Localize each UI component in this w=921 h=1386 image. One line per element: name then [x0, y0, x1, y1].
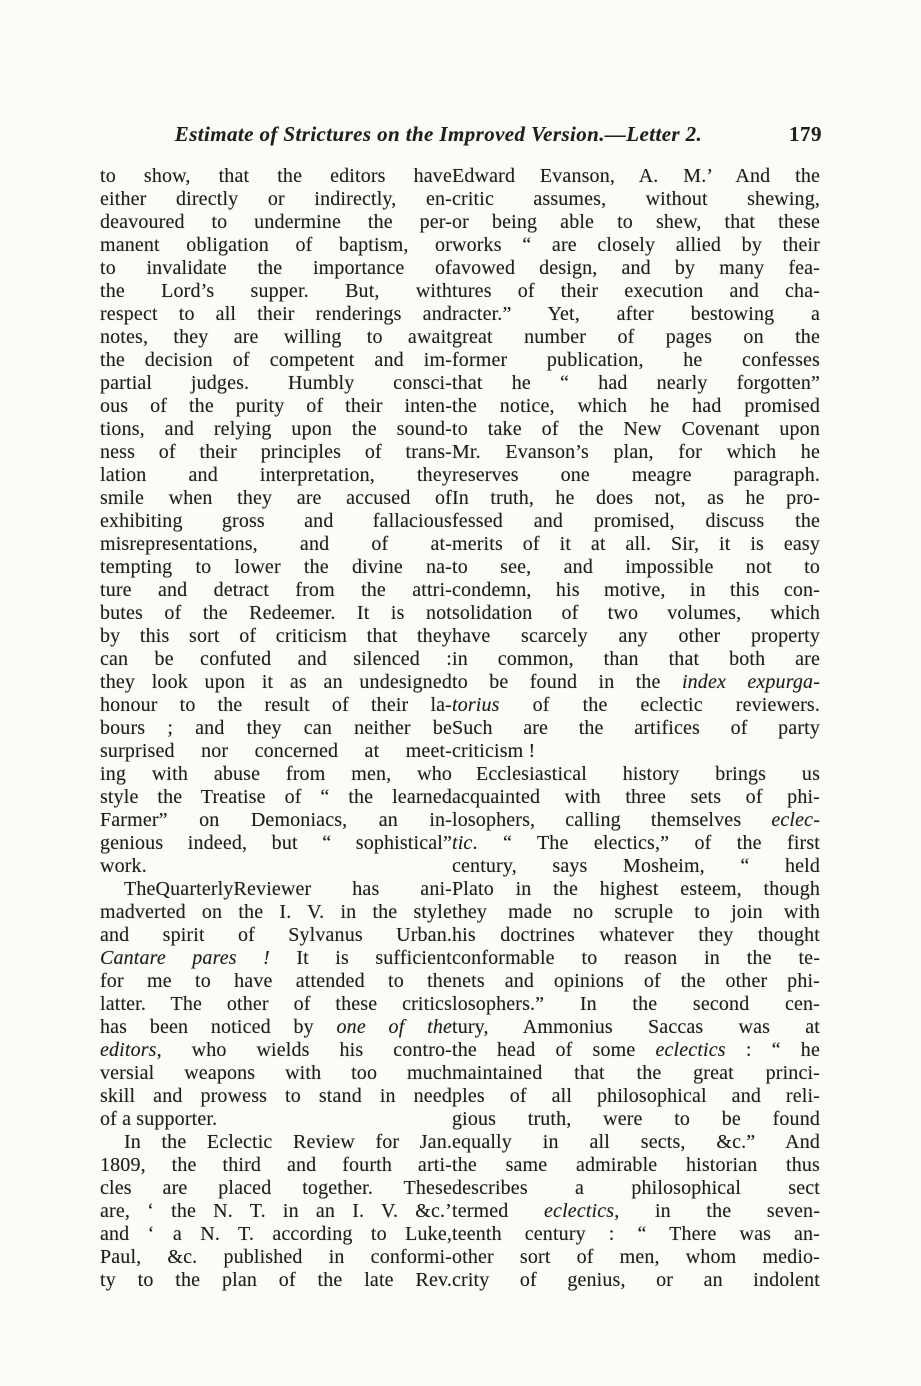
text-line: solidation of two volumes, which	[452, 602, 820, 624]
running-head	[100, 121, 822, 147]
text-line: Such are the artifices of party	[452, 717, 820, 739]
text-line: tures of their execution and cha-	[452, 280, 820, 302]
text-line: notes, they are willing to await	[100, 326, 452, 348]
text-line: for me to have attended to the	[100, 970, 452, 992]
text-line: ty to the plan of the late Rev.	[100, 1269, 452, 1291]
text-line: work.	[100, 855, 147, 877]
text-line: the same admirable historian thus	[452, 1154, 820, 1176]
text-line: surprised nor concerned at meet-	[100, 740, 452, 762]
text-line: or being able to shew, that these	[452, 211, 820, 233]
text-line: criticism !	[452, 740, 536, 762]
text-line: to invalidate the importance of	[100, 257, 452, 279]
page-number: 179	[789, 122, 822, 146]
text-line: misrepresentations, and of at-	[100, 533, 452, 555]
text-line: deavoured to undermine the per-	[100, 211, 452, 233]
text-line: and ‘ a N. T. according to Luke,	[100, 1223, 452, 1245]
text-line: of a supporter.	[100, 1108, 218, 1130]
text-line: editors, who wields his contro-	[100, 1039, 452, 1061]
text-line: nets and opinions of the other phi-	[452, 970, 820, 992]
text-line: to take of the New Covenant upon	[452, 418, 820, 440]
page-title: Estimate of Strictures on the Improved Version.—Letter 2.	[174, 122, 703, 146]
text-line: Ecclesiastical history brings us	[476, 763, 820, 785]
text-line: gious truth, were to be found	[452, 1108, 820, 1130]
text-line: teenth century : “ There was an-	[452, 1223, 820, 1245]
text-line: exhibiting gross and fallacious	[100, 510, 452, 532]
text-line: to show, that the editors have	[100, 165, 452, 187]
text-line: and spirit of Sylvanus Urban.	[100, 924, 452, 946]
text-line: versial weapons with too much	[100, 1062, 452, 1084]
text-line: condemn, his motive, in this con-	[452, 579, 820, 601]
text-line: the decision of competent and im-	[100, 349, 452, 371]
text-line: great number of pages on the	[452, 326, 820, 348]
text-line: works “ are closely allied by their	[452, 234, 820, 256]
text-line: Plato in the highest esteem, though	[452, 878, 820, 900]
text-line: In the Eclectic Review for Jan.	[124, 1131, 452, 1153]
text-line: madverted on the I. V. in the style	[100, 901, 452, 923]
text-line: his doctrines whatever they thought	[452, 924, 820, 946]
text-line: cles are placed together. These	[100, 1177, 452, 1199]
text-line: butes of the Redeemer. It is not	[100, 602, 452, 624]
text-line: Mr. Evanson’s plan, for which he	[452, 441, 820, 463]
text-line: avowed design, and by many fea-	[452, 257, 820, 279]
text-line: has been noticed by one of the	[100, 1016, 452, 1038]
text-line: other sort of men, whom medio-	[452, 1246, 820, 1268]
text-line: losophers, calling themselves eclec-	[452, 809, 820, 831]
text-line: ous of the purity of their inten-	[100, 395, 452, 417]
text-line: tions, and relying upon the sound-	[100, 418, 452, 440]
text-line: tempting to lower the divine na-	[100, 556, 452, 578]
text-line: conformable to reason in the te-	[452, 947, 820, 969]
text-line: respect to all their renderings and	[100, 303, 452, 325]
text-line: to be found in the index expurga-	[452, 671, 821, 693]
left-column	[100, 165, 452, 1292]
text-line: Edward Evanson, A. M.’ And the	[452, 165, 820, 187]
paragraph	[100, 165, 452, 878]
text-line: in common, than that both are	[452, 648, 820, 670]
text-line: critic assumes, without shewing,	[452, 188, 820, 210]
text-line: the head of some eclectics : “ he	[452, 1039, 820, 1061]
text-line: bours ; and they can neither be	[100, 717, 452, 739]
text-line: the Lord’s supper. But, with	[100, 280, 452, 302]
text-line: ture and detract from the attri-	[100, 579, 452, 601]
text-line: that he “ had nearly forgotten”	[452, 372, 820, 394]
text-line: have scarcely any other property	[452, 625, 820, 647]
paragraph	[100, 1131, 452, 1292]
text-line: equally in all sects, &c.” And	[452, 1131, 820, 1153]
text-line: they look upon it as an undesigned	[100, 671, 452, 693]
text-line: ness of their principles of trans-	[100, 441, 452, 463]
text-line: latter. The other of these critics	[100, 993, 452, 1015]
text-line: lation and interpretation, they	[100, 464, 452, 486]
text-line: manent obligation of baptism, or	[100, 234, 452, 256]
text-line: either directly or indirectly, en-	[100, 188, 452, 210]
text-line: In truth, he does not, as he pro-	[452, 487, 820, 509]
text-line: merits of it at all. Sir, it is easy	[452, 533, 820, 555]
text-line: Cantare pares ! It is sufficient	[100, 947, 452, 969]
text-line: the notice, which he had promised	[452, 395, 820, 417]
text-line: maintained that the great princi-	[452, 1062, 820, 1084]
text-line: termed eclectics, in the seven-	[452, 1200, 821, 1222]
text-line: to see, and impossible not to	[452, 556, 820, 578]
text-line: by this sort of criticism that they	[100, 625, 452, 647]
text-line: losophers.” In the second cen-	[452, 993, 820, 1015]
text-line: ples of all philosophical and reli-	[452, 1085, 820, 1107]
paragraph	[452, 165, 820, 763]
paragraph	[100, 878, 452, 1131]
text-line: are, ‘ the N. T. in an I. V. &c.’	[100, 1200, 452, 1222]
text-line: 1809, the third and fourth arti-	[100, 1154, 452, 1176]
paragraph	[452, 763, 820, 1292]
text-line: crity of genius, or an indolent	[452, 1269, 820, 1291]
text-line: genious indeed, but “ sophistical”	[100, 832, 452, 854]
text-line: describes a philosophical sect	[452, 1177, 820, 1199]
text-line: ing with abuse from men, who	[100, 763, 452, 785]
text-line: skill and prowess to stand in need	[100, 1085, 452, 1107]
text-line: fessed and promised, discuss the	[452, 510, 820, 532]
text-line: Farmer” on Demoniacs, an in-	[100, 809, 452, 831]
text-line: honour to the result of their la-	[100, 694, 452, 716]
text-line: Paul, &c. published in conformi-	[100, 1246, 452, 1268]
text-line: torius of the eclectic reviewers.	[452, 694, 820, 716]
text-line: former publication, he confesses	[452, 349, 820, 371]
text-line: acquainted with three sets of phi-	[452, 786, 820, 808]
text-line: century, says Mosheim, “ held	[452, 855, 820, 877]
text-line: partial judges. Humbly consci-	[100, 372, 452, 394]
text-line: tic. “ The electics,” of the first	[452, 832, 820, 854]
right-column	[452, 165, 820, 1292]
text-line: smile when they are accused of	[100, 487, 452, 509]
text-line: TheQuarterlyReviewer has ani-	[124, 878, 452, 900]
text-line: can be confuted and silenced :	[100, 648, 452, 670]
text-line: they made no scruple to join with	[452, 901, 820, 923]
text-line: tury, Ammonius Saccas was at	[452, 1016, 820, 1038]
text-line: racter.” Yet, after bestowing a	[452, 303, 820, 325]
text-line: reserves one meagre paragraph.	[452, 464, 820, 486]
text-line: style the Treatise of “ the learned	[100, 786, 452, 808]
